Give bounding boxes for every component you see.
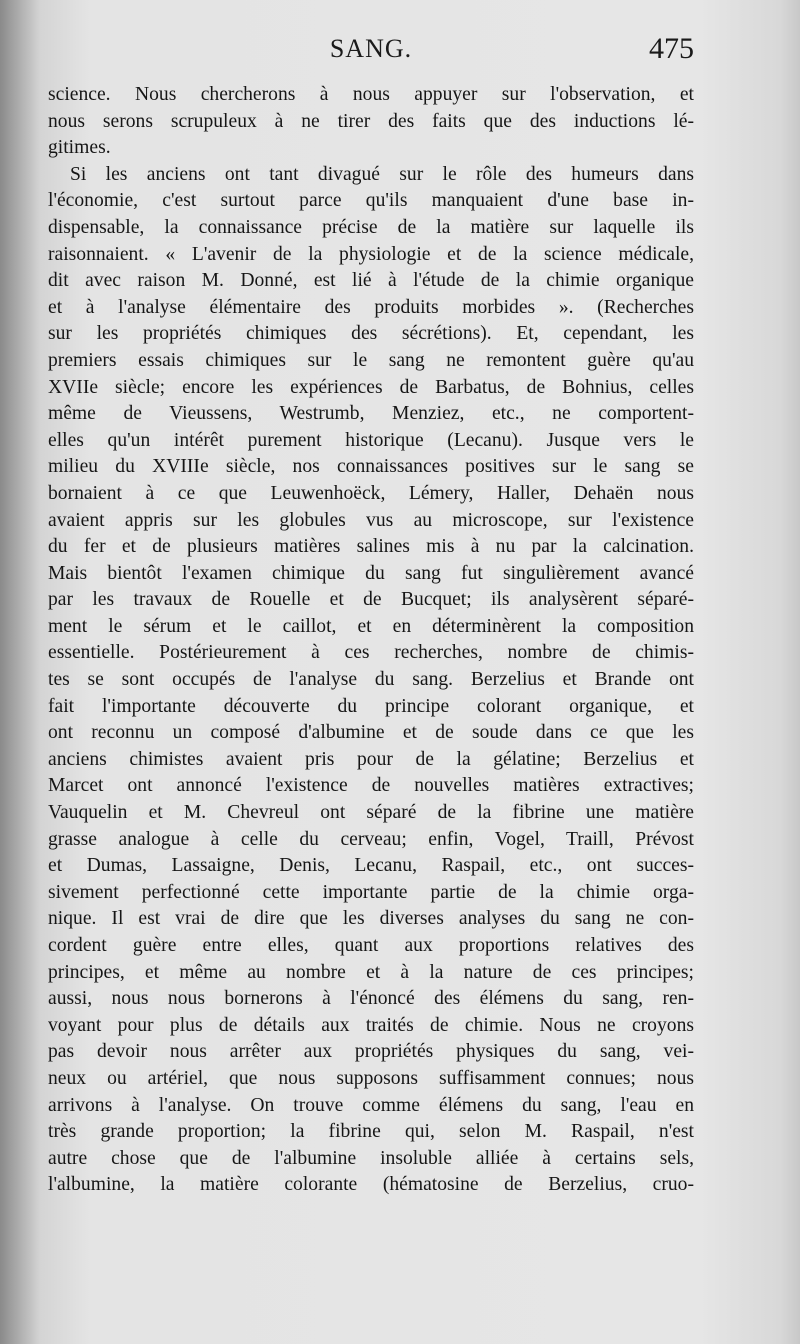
text-line: Mais bientôt l'examen chimique du sang fut singulièrement avancé — [48, 562, 694, 584]
text-line: dispensable, la connaissance précise de la matière sur laquelle ils — [48, 216, 694, 238]
text-line: raisonnaient. « L'avenir de la physiologie et de la science médicale, — [48, 243, 694, 265]
page-header — [48, 34, 694, 70]
text-line: principes, et même au nombre et à la nature de ces principes; — [48, 961, 694, 983]
running-head: SANG. — [329, 34, 413, 63]
text-line: elles qu'un intérêt purement historique (Lecanu). Jusque vers le — [48, 429, 694, 451]
text-line: et Dumas, Lassaigne, Denis, Lecanu, Raspail, etc., ont succes- — [48, 855, 694, 877]
text-line: milieu du XVIIIe siècle, nos connaissances positives sur le sang se — [48, 456, 694, 478]
text-line: avaient appris sur les globules vus au microscope, sur l'existence — [48, 509, 694, 531]
text-line: dit avec raison M. Donné, est lié à l'étude de la chimie organique — [48, 270, 694, 292]
text-line: neux ou artériel, que nous supposons suffisamment connues; nous — [48, 1067, 694, 1089]
text-line: Vauquelin et M. Chevreul ont séparé de la fibrine une matière — [48, 802, 694, 824]
text-line: essentielle. Postérieurement à ces recherches, nombre de chimis- — [48, 642, 694, 664]
text-line: premiers essais chimiques sur le sang ne remontent guère qu'au — [48, 349, 694, 371]
text-line: grasse analogue à celle du cerveau; enfin, Vogel, Traill, Prévost — [48, 828, 694, 850]
text-line: voyant pour plus de détails aux traités de chimie. Nous ne croyons — [48, 1014, 694, 1036]
text-line: science. Nous chercherons à nous appuyer sur l'observation, et — [48, 84, 694, 105]
text-line: l'albumine, la matière colorante (hématosine de Berzelius, cruo- — [48, 1174, 694, 1196]
text-line: nique. Il est vrai de dire que les diverses analyses du sang ne con- — [48, 908, 694, 930]
text-line: même de Vieussens, Westrumb, Menziez, etc., ne comportent- — [48, 403, 694, 425]
text-line: gitimes. — [48, 137, 111, 159]
text-line: et à l'analyse élémentaire des produits morbides ». (Recherches — [48, 296, 694, 318]
text-line: anciens chimistes avaient pris pour de la gélatine; Berzelius et — [48, 748, 694, 770]
text-line: XVIIe siècle; encore les expériences de Barbatus, de Bohnius, celles — [48, 376, 694, 398]
text-line: sivement perfectionné cette importante partie de la chimie orga- — [48, 881, 694, 903]
text-line: ment le sérum et le caillot, et en déterminèrent la composition — [48, 615, 694, 637]
page-number: 475 — [649, 32, 694, 65]
text-line: fait l'importante découverte du principe colorant organique, et — [48, 695, 694, 717]
body-text — [48, 82, 694, 1199]
text-line: tes se sont occupés de l'analyse du sang. Berzelius et Brande ont — [48, 669, 694, 691]
text-line: ont reconnu un composé d'albumine et de soude dans ce que les — [48, 722, 694, 744]
text-line: bornaient à ce que Leuwenhoëck, Lémery, Haller, Dehaën nous — [48, 482, 694, 504]
text-line: sur les propriétés chimiques des sécrétions). Et, cependant, les — [48, 323, 694, 345]
text-line: l'économie, c'est surtout parce qu'ils manquaient d'une base in- — [48, 190, 694, 212]
text-line: Si les anciens ont tant divagué sur le rôle des humeurs dans — [70, 163, 694, 185]
text-line: nous serons scrupuleux à ne tirer des faits que des inductions lé- — [48, 110, 694, 132]
text-line: très grande proportion; la fibrine qui, selon M. Raspail, n'est — [48, 1121, 694, 1143]
text-line: aussi, nous nous bornerons à l'énoncé des élémens du sang, ren- — [48, 988, 694, 1010]
text-line: Marcet ont annoncé l'existence de nouvelles matières extractives; — [48, 775, 694, 797]
text-line: par les travaux de Rouelle et de Bucquet; ils analysèrent séparé- — [48, 589, 694, 611]
text-line: autre chose que de l'albumine insoluble alliée à certains sels, — [48, 1147, 694, 1169]
text-line: du fer et de plusieurs matières salines mis à nu par la calcination. — [48, 536, 694, 558]
text-line: arrivons à l'analyse. On trouve comme élémens du sang, l'eau en — [48, 1094, 694, 1116]
text-line: pas devoir nous arrêter aux propriétés physiques du sang, vei- — [48, 1041, 694, 1063]
text-line: cordent guère entre elles, quant aux proportions relatives des — [48, 935, 694, 956]
